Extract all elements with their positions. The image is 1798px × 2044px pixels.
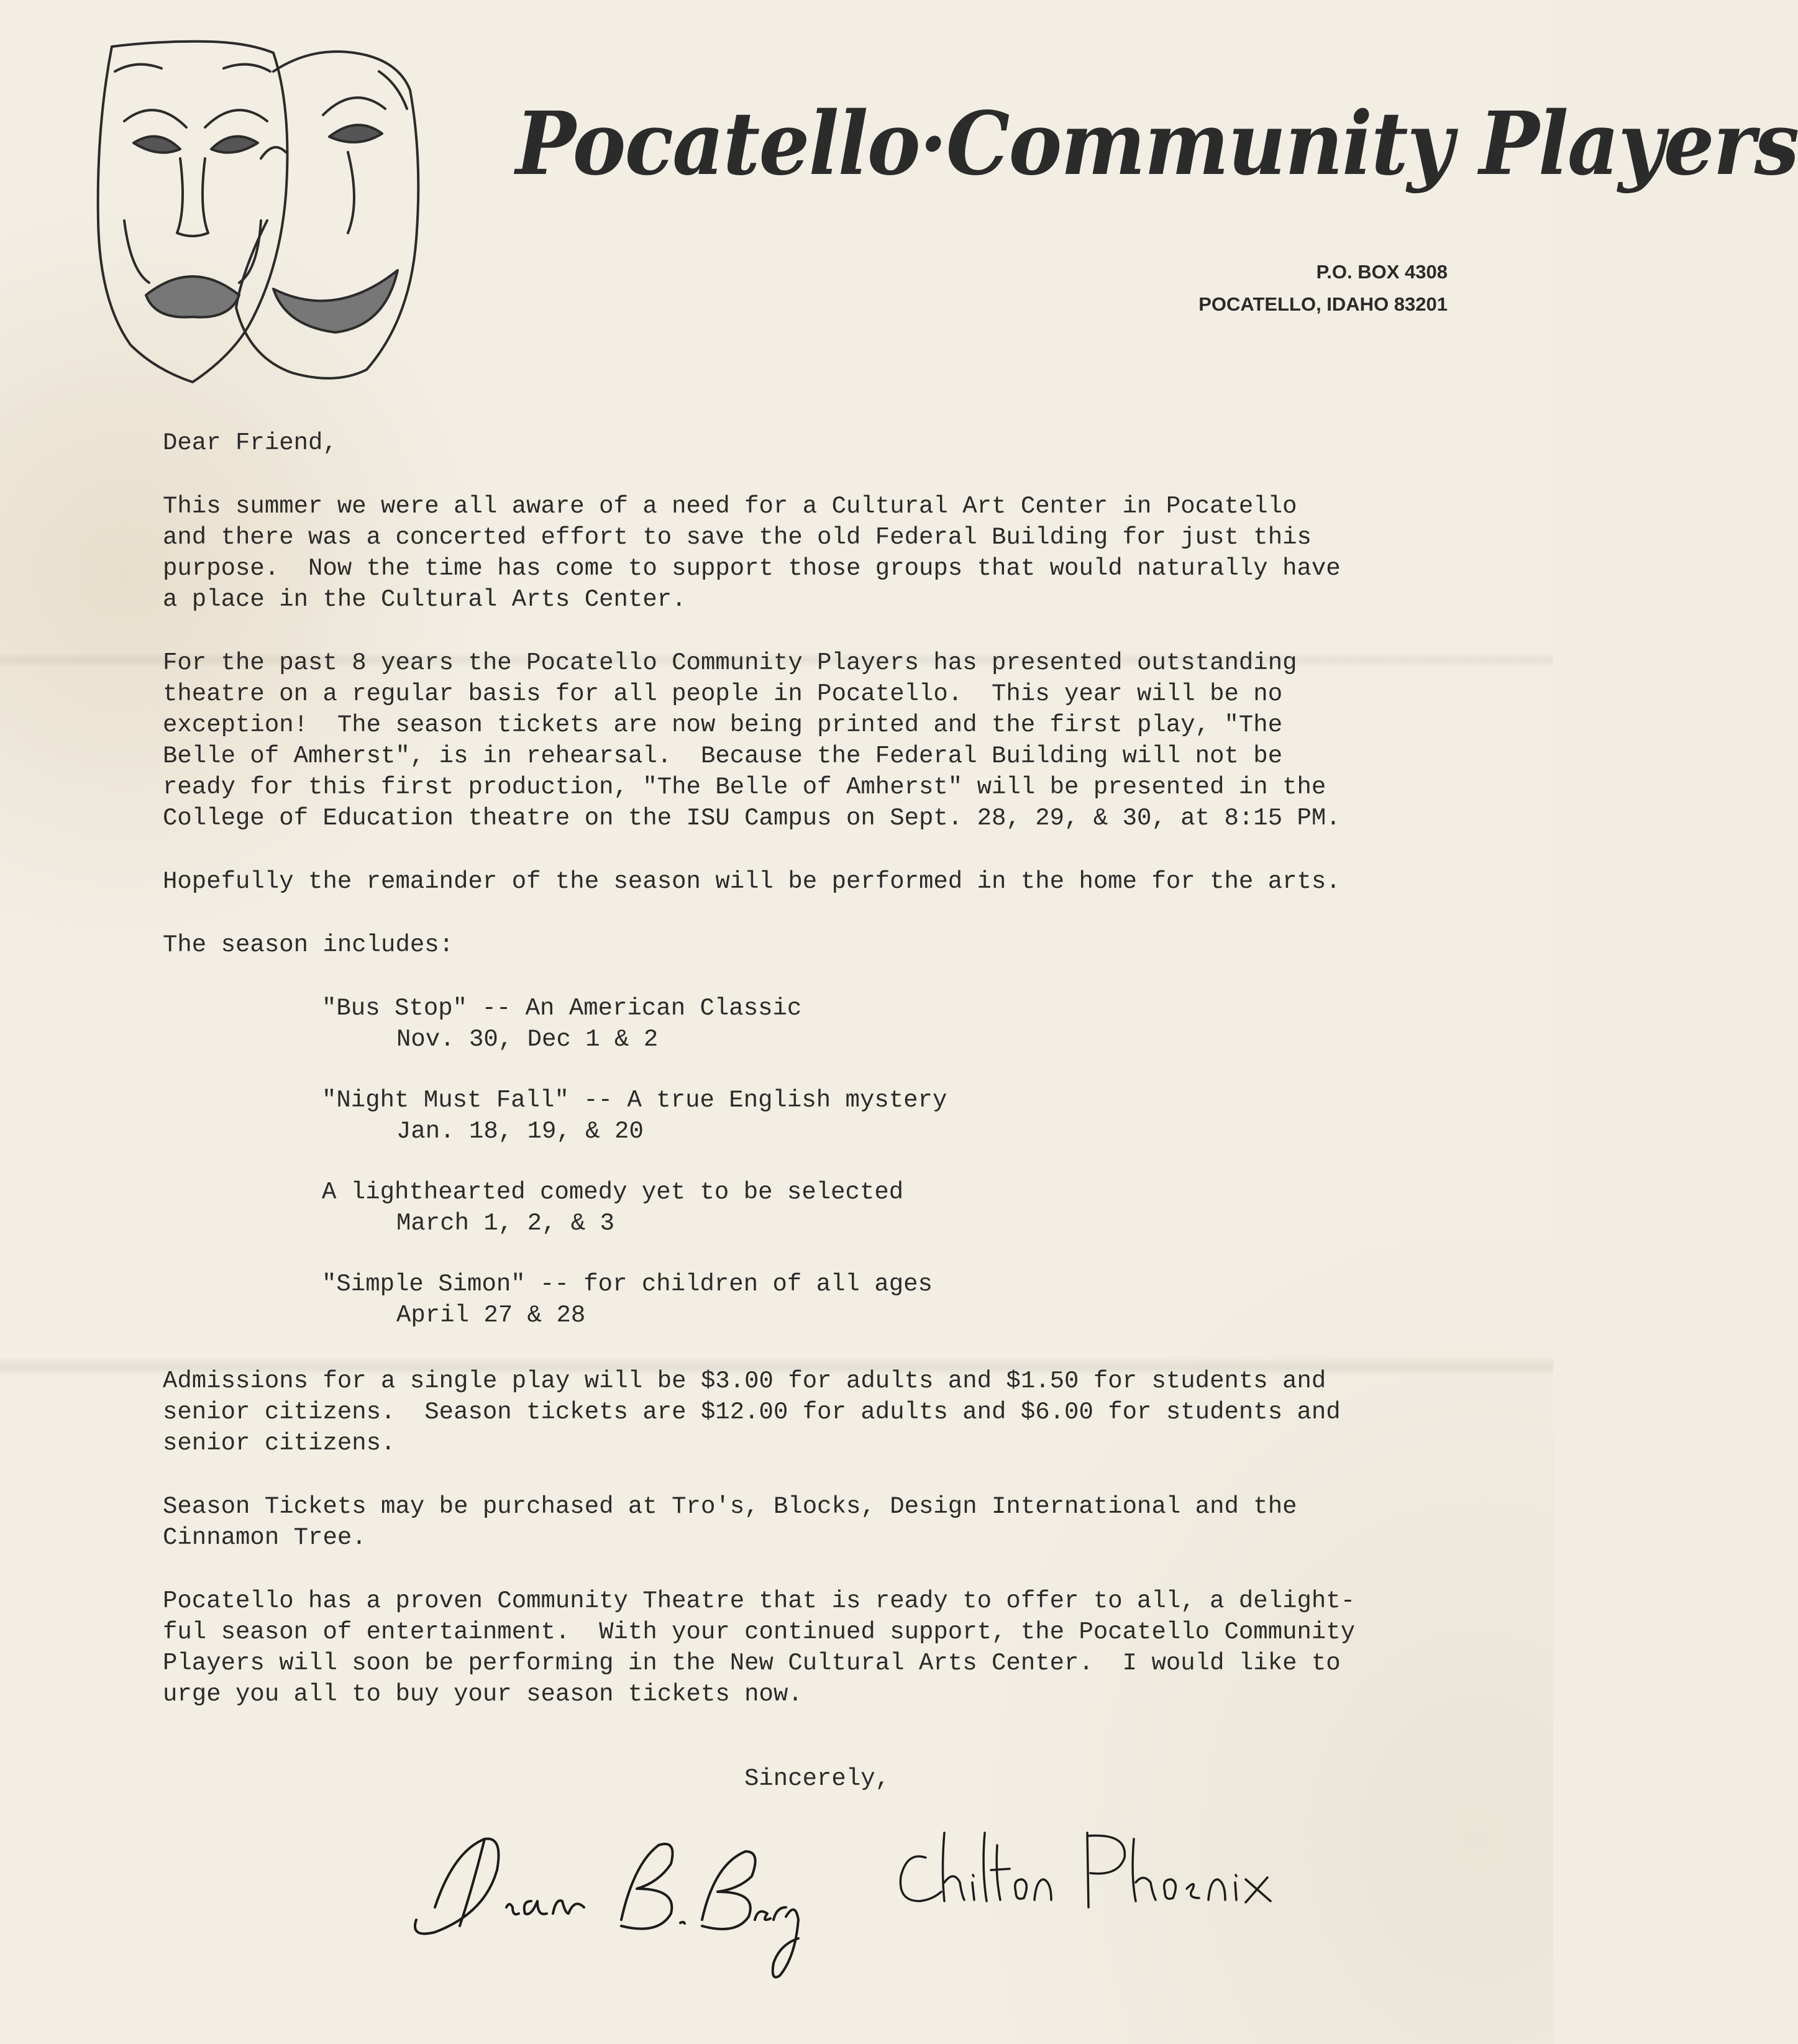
season-intro <box>163 929 1455 960</box>
text-line: exception! The season tickets are now being printed and the first play, "The <box>163 711 1283 739</box>
text-line: The season includes: <box>163 931 454 959</box>
paragraph-remainder <box>163 866 1455 897</box>
paragraph-closing-appeal <box>163 1585 1455 1710</box>
play-title: A lighthearted comedy yet to be selected <box>322 1179 904 1206</box>
text-line: Belle of Amherst", is in rehearsal. Because the Federal Building will not be <box>163 742 1283 770</box>
text-line: senior citizens. <box>163 1430 396 1457</box>
text-line: theatre on a regular basis for all people in Pocatello. This year will be no <box>163 680 1283 708</box>
play-dates: April 27 & 28 <box>396 1302 586 1329</box>
play-dates: March 1, 2, & 3 <box>396 1210 615 1237</box>
text-line: ful season of entertainment. With your continued support, the Pocatello Community <box>163 1618 1356 1646</box>
letter-body <box>163 427 1455 1742</box>
play-dates: Nov. 30, Dec 1 & 2 <box>396 1026 659 1053</box>
play-dates: Jan. 18, 19, & 20 <box>396 1118 644 1145</box>
return-address <box>1198 256 1448 321</box>
salutation <box>163 427 1455 459</box>
text-line: For the past 8 years the Pocatello Community Players has presented outstanding <box>163 649 1297 677</box>
theatre-masks-logo <box>87 34 435 388</box>
play-title: "Bus Stop" -- An American Classic <box>322 995 802 1022</box>
text-line: a place in the Cultural Arts Center. <box>163 586 687 613</box>
address-po-box: P.O. BOX 4308 <box>1316 261 1448 283</box>
text-line: purpose. Now the time has come to support those groups that would naturally have <box>163 555 1341 582</box>
paragraph-cultural-center <box>163 491 1455 615</box>
signature-dian-berg <box>398 1814 801 1988</box>
organization-name: Pocatello·Community Players <box>516 93 1798 195</box>
paragraph-history <box>163 647 1455 834</box>
text-line: This summer we were all aware of a need for a Cultural Art Center in Pocatello <box>163 493 1297 520</box>
text-line: senior citizens. Season tickets are $12.00 for adults and $6.00 for students and <box>163 1398 1341 1426</box>
address-city-state: POCATELLO, IDAHO 83201 <box>1198 293 1448 315</box>
text-line: and there was a concerted effort to save the old Federal Building for just this <box>163 524 1312 551</box>
play-title: "Simple Simon" -- for children of all ages <box>322 1271 933 1298</box>
paragraph-admissions <box>163 1366 1455 1459</box>
season-play <box>322 993 1455 1055</box>
signature-chilton-phoenix <box>882 1820 1305 1932</box>
text-line: College of Education theatre on the ISU Campus on Sept. 28, 29, & 30, at 8:15 PM. <box>163 805 1341 832</box>
text-line: Players will soon be performing in the New Cultural Arts Center. I would like to <box>163 1649 1341 1677</box>
paragraph-ticket-outlets <box>163 1491 1455 1553</box>
text-line: urge you all to buy your season tickets now. <box>163 1681 803 1708</box>
closing-sincerely: Sincerely, <box>744 1765 890 1792</box>
text-line: Hopefully the remainder of the season will be performed in the home for the arts. <box>163 868 1341 895</box>
salutation-text: Dear Friend, <box>163 429 337 457</box>
season-play <box>322 1085 1455 1147</box>
text-line: ready for this first production, "The Belle of Amherst" will be presented in the <box>163 773 1326 801</box>
season-play <box>322 1269 1455 1331</box>
text-line: Admissions for a single play will be $3.00 for adults and $1.50 for students and <box>163 1367 1326 1395</box>
text-line: Season Tickets may be purchased at Tro's, Blocks, Design International and the <box>163 1493 1297 1520</box>
text-line: Cinnamon Tree. <box>163 1524 367 1551</box>
play-title: "Night Must Fall" -- A true English mystery <box>322 1087 947 1114</box>
season-play <box>322 1177 1455 1239</box>
text-line: Pocatello has a proven Community Theatre that is ready to offer to all, a delight- <box>163 1587 1356 1615</box>
